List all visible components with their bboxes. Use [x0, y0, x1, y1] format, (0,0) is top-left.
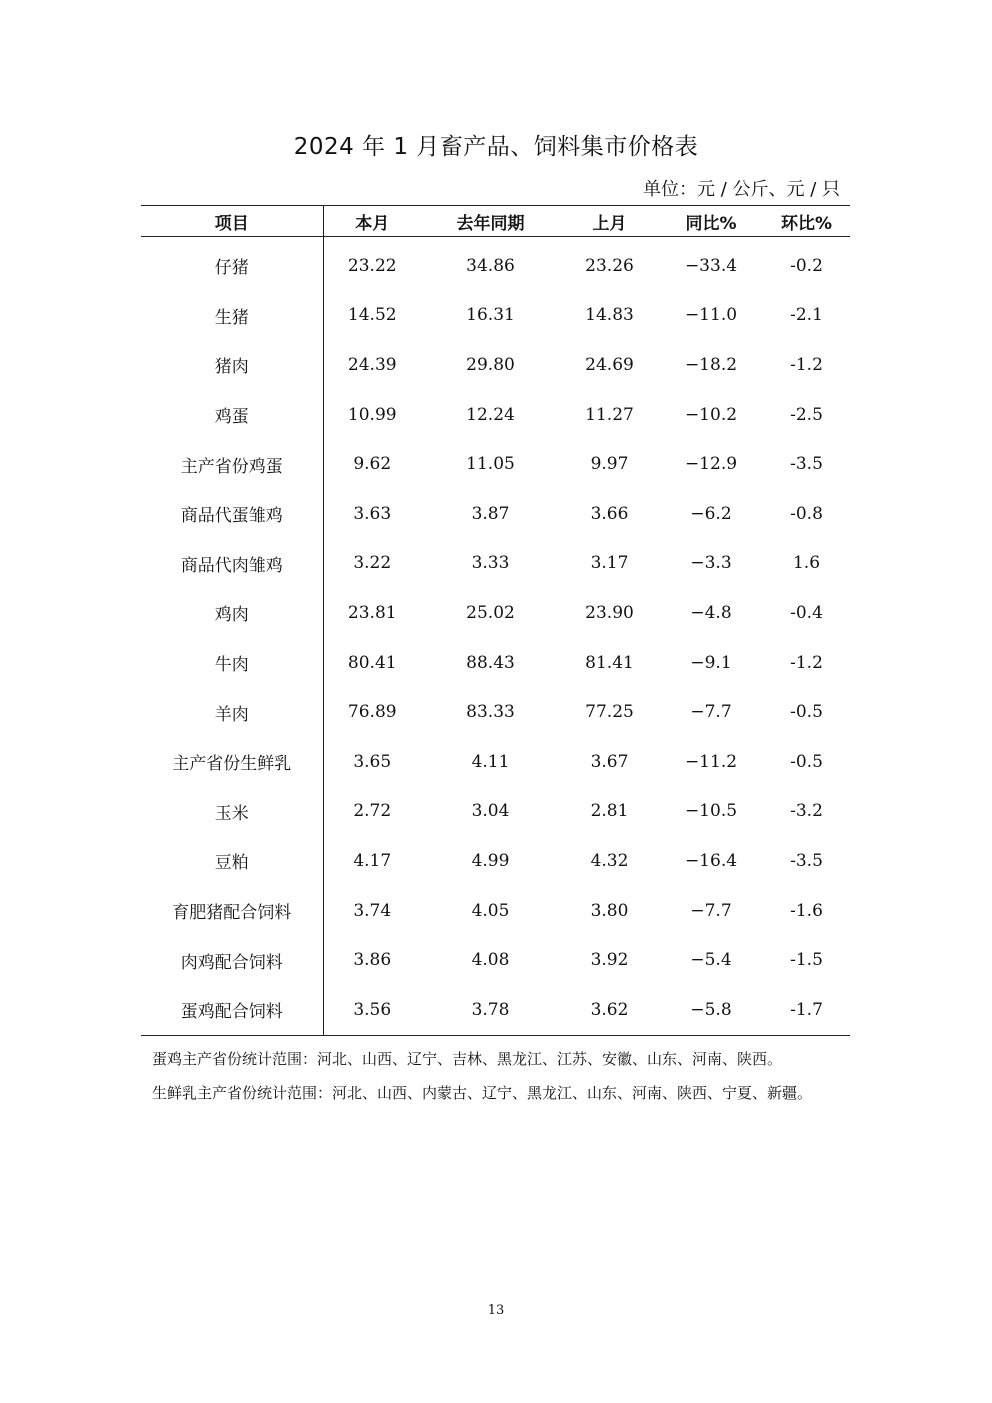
table-body [141, 237, 850, 1036]
cell-previous-month: 14.83 [585, 305, 634, 326]
header-mom: 环比% [763, 206, 850, 237]
cell-last-year: 29.80 [466, 354, 515, 375]
cell-last-year: 4.05 [471, 900, 510, 921]
cell-yoy: −11.2 [684, 751, 738, 772]
table-row [141, 737, 850, 787]
cell-last-year: 3.04 [471, 801, 510, 822]
cell-previous-month: 9.97 [590, 454, 629, 475]
cell-item: 主产省份鸡蛋 [141, 439, 323, 489]
cell-mom: -0.5 [790, 751, 823, 772]
cell-last-year: 25.02 [466, 602, 515, 623]
cell-previous-month: 23.90 [585, 602, 634, 623]
table-header-row [141, 206, 850, 237]
cell-previous-month: 77.25 [585, 702, 634, 723]
table-row [141, 687, 850, 737]
cell-mom: -1.6 [790, 900, 823, 921]
cell-yoy: −10.2 [684, 404, 738, 425]
cell-item: 主产省份生鲜乳 [141, 737, 323, 787]
cell-mom: -0.4 [790, 602, 823, 623]
cell-mom: -3.5 [790, 850, 823, 871]
header-item: 项目 [141, 206, 323, 237]
header-yoy: 同比% [659, 206, 763, 237]
cell-current-month: 24.39 [347, 354, 397, 375]
header-previous-month: 上月 [560, 206, 659, 237]
cell-current-month: 3.22 [353, 553, 392, 574]
footnote-milk-provinces: 生鲜乳主产省份统计范围：河北、山西、内蒙古、辽宁、黑龙江、山东、河南、陕西、宁夏、新疆。 [152, 1084, 813, 1102]
table-row [141, 985, 850, 1035]
cell-item: 豆粕 [141, 836, 323, 886]
cell-previous-month: 23.26 [585, 255, 634, 276]
cell-mom: -0.8 [790, 503, 823, 524]
cell-item: 玉米 [141, 787, 323, 837]
cell-current-month: 4.17 [353, 850, 392, 871]
table-row [141, 291, 850, 341]
cell-yoy: −12.9 [684, 454, 738, 475]
cell-yoy: −7.7 [690, 702, 732, 723]
cell-yoy: −16.4 [684, 850, 738, 871]
cell-yoy: −7.7 [690, 900, 732, 921]
cell-previous-month: 3.80 [590, 900, 629, 921]
cell-previous-month: 3.67 [590, 751, 629, 772]
cell-current-month: 9.62 [353, 454, 392, 475]
cell-previous-month: 3.92 [590, 950, 629, 971]
cell-mom: -1.5 [790, 950, 823, 971]
cell-mom: -3.5 [790, 454, 823, 475]
cell-current-month: 76.89 [347, 702, 397, 723]
cell-last-year: 88.43 [466, 652, 515, 673]
cell-last-year: 83.33 [466, 702, 515, 723]
cell-item: 鸡肉 [141, 588, 323, 638]
cell-previous-month: 2.81 [590, 801, 629, 822]
cell-yoy: −9.1 [690, 652, 732, 673]
cell-last-year: 16.31 [466, 305, 515, 326]
cell-last-year: 12.24 [466, 404, 515, 425]
cell-yoy: −18.2 [684, 354, 738, 375]
cell-mom: 1.6 [792, 553, 821, 574]
cell-mom: -0.2 [790, 255, 823, 276]
cell-yoy: −3.3 [690, 553, 732, 574]
cell-previous-month: 3.66 [590, 503, 629, 524]
cell-item: 生猪 [141, 291, 323, 341]
table-row [141, 638, 850, 688]
cell-item: 羊肉 [141, 687, 323, 737]
cell-item: 商品代蛋雏鸡 [141, 489, 323, 539]
cell-item: 商品代肉雏鸡 [141, 539, 323, 589]
cell-current-month: 3.56 [353, 999, 392, 1020]
header-last-year: 去年同期 [421, 206, 560, 237]
cell-current-month: 80.41 [347, 652, 397, 673]
cell-yoy: −5.8 [690, 999, 732, 1020]
cell-current-month: 14.52 [347, 305, 397, 326]
cell-yoy: −11.0 [684, 305, 738, 326]
cell-mom: -1.2 [790, 652, 823, 673]
footnotes [152, 1047, 852, 1115]
cell-yoy: −10.5 [684, 801, 738, 822]
cell-current-month: 23.81 [347, 602, 397, 623]
page-number: 13 [487, 1303, 505, 1318]
cell-previous-month: 81.41 [585, 652, 634, 673]
cell-current-month: 23.22 [347, 255, 397, 276]
cell-mom: -2.5 [790, 404, 823, 425]
cell-current-month: 3.65 [353, 751, 392, 772]
cell-item: 仔猪 [141, 237, 323, 291]
cell-item: 猪肉 [141, 340, 323, 390]
cell-current-month: 2.72 [353, 801, 392, 822]
table-row [141, 489, 850, 539]
cell-last-year: 11.05 [466, 454, 515, 475]
unit-label: 单位：元 / 公斤、元 / 只 [642, 179, 840, 200]
table-row [141, 439, 850, 489]
cell-last-year: 4.08 [471, 950, 510, 971]
cell-yoy: −4.8 [690, 602, 732, 623]
cell-current-month: 3.86 [353, 950, 392, 971]
header-current-month: 本月 [323, 206, 421, 237]
cell-previous-month: 4.32 [590, 850, 629, 871]
cell-item: 育肥猪配合饲料 [141, 886, 323, 936]
cell-item: 肉鸡配合饲料 [141, 935, 323, 985]
cell-last-year: 3.78 [471, 999, 510, 1020]
cell-yoy: −6.2 [690, 503, 732, 524]
table-row [141, 539, 850, 589]
cell-last-year: 4.99 [471, 850, 510, 871]
cell-mom: -0.5 [790, 702, 823, 723]
table-row [141, 237, 850, 291]
cell-last-year: 3.33 [471, 553, 510, 574]
table-row [141, 340, 850, 390]
cell-last-year: 3.87 [471, 503, 510, 524]
cell-yoy: −33.4 [684, 255, 738, 276]
cell-previous-month: 11.27 [585, 404, 634, 425]
cell-current-month: 3.63 [353, 503, 392, 524]
table-row [141, 787, 850, 837]
cell-yoy: −5.4 [690, 950, 732, 971]
table-row [141, 935, 850, 985]
cell-last-year: 4.11 [471, 751, 510, 772]
cell-mom: -2.1 [790, 305, 823, 326]
cell-current-month: 3.74 [353, 900, 392, 921]
page-title: 2024 年 1 月畜产品、饲料集市价格表 [293, 134, 699, 160]
cell-item: 蛋鸡配合饲料 [141, 985, 323, 1035]
table-row [141, 836, 850, 886]
cell-previous-month: 24.69 [585, 354, 634, 375]
table-row [141, 886, 850, 936]
cell-current-month: 10.99 [347, 404, 397, 425]
footnote-egg-provinces: 蛋鸡主产省份统计范围：河北、山西、辽宁、吉林、黑龙江、江苏、安徽、山东、河南、陕西。 [152, 1050, 783, 1068]
cell-previous-month: 3.62 [590, 999, 629, 1020]
cell-mom: -1.2 [790, 354, 823, 375]
cell-item: 牛肉 [141, 638, 323, 688]
cell-mom: -3.2 [790, 801, 823, 822]
price-table [141, 205, 850, 1036]
cell-last-year: 34.86 [466, 255, 515, 276]
cell-item: 鸡蛋 [141, 390, 323, 440]
cell-mom: -1.7 [790, 999, 823, 1020]
cell-previous-month: 3.17 [590, 553, 629, 574]
table-row [141, 588, 850, 638]
table-row [141, 390, 850, 440]
